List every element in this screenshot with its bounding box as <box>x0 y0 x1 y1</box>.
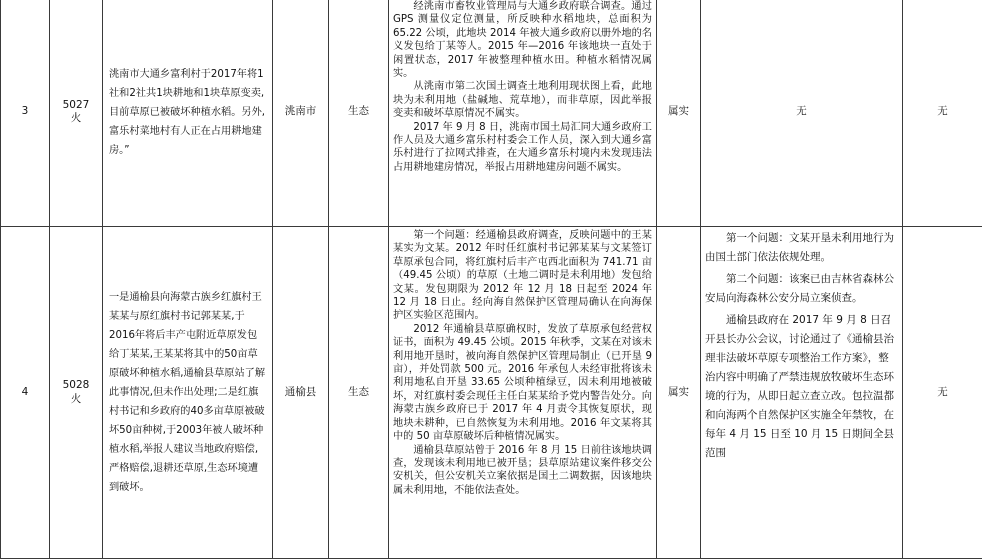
result-cell <box>701 227 903 559</box>
verdict-cell: 属实 <box>657 227 701 559</box>
result-cell: 无 <box>701 0 903 227</box>
accountability-cell: 无 <box>903 0 982 227</box>
investigation-cell <box>389 227 657 559</box>
result-paragraph: 第二个问题：该案已由吉林省森林公安局向海森林公安分局立案侦查。 <box>705 270 898 308</box>
case-id-number: 5027 <box>50 99 102 112</box>
investigation-paragraph: 经洮南市畜牧业管理局与大通乡政府联合调查。通过 GPS 测量仪定位测量，所反映种水稻地块，总面积为 65.22 公顷，此地块 2014 年被大通乡政府以册外地的名义发包给丁某等人。2015 年—2016 年该地块一直处于闲置状态，2017 年被整理种植水田。种植水稻情况属实。 <box>393 0 652 80</box>
investigation-paragraph: 2017 年 9 月 8 日，洮南市国土局汇同大通乡政府工作人员及大通乡富乐村村委会工作人员，深入到大通乡富乐村进行了拉网式排查，在大通乡富乐村境内未发现违法占用耕地建房情况，举报占用耕地建房问题不属实。 <box>393 121 652 175</box>
result-paragraph: 第一个问题：文某开垦未利用地行为由国土部门依法依规处理。 <box>705 229 898 267</box>
seq-cell: 4 <box>1 227 50 559</box>
summary-cell <box>103 0 273 227</box>
investigation-paragraph: 通榆县草原站曾于 2016 年 8 月 15 日前往该地块调查，发现该未利用地已被开垦；县草原站建议案件移交公安机关，但公安机关立案依据是国土二调数据，因该地块属未利用地，不能依法查处。 <box>393 444 652 498</box>
table-row <box>1 227 982 559</box>
case-id-suffix: 火 <box>50 393 102 406</box>
case-id-cell <box>50 227 103 559</box>
result-paragraph: 通榆县政府在 2017 年 9 月 8 日召开县长办公会议，讨论通过了《通榆县治理非法破坏草原专项整治工作方案》，整治内容中明确了严禁违规放牧破坏生态环境的行为，从即日起立查立改。包拉温都和向海两个自然保护区实施全年禁牧，在每年 4 月 15 日至 10 月 15 日期间全县范围 <box>705 311 898 463</box>
summary-text: 洮南市大通乡富利村于2017年将1社和2社共1块耕地和1块草原变卖,目前草原已被破坏种植水稻。另外,富乐村菜地村有人正在占用耕地建房。” <box>103 65 272 160</box>
case-id-suffix: 火 <box>50 112 102 125</box>
region-cell: 洮南市 <box>273 0 329 227</box>
investigation-paragraph: 2012 年通榆县草原确权时，发放了草原承包经营权证书，面积为 49.45 公顷。2015 年秋季，文某在对该未利用地开垦时，被向海自然保护区管理局制止（已开垦 9 亩），并处罚款 500 元。2016 年承包人未经审批将该未利用地私自开垦 33.65 公顷种植绿豆，因未利用地被破坏，对红旗村委会现任主任白某某给予党内警告处分。向海蒙古族乡政府已于 2017 年 4 月责令其恢复原状，现地块未耕种，已自然恢复为未利用地。2016 年文某将其中的 50 亩草原破坏后种植情况属实。 <box>393 323 652 444</box>
type-cell: 生态 <box>329 0 389 227</box>
verdict-cell: 属实 <box>657 0 701 227</box>
table-row <box>1 0 982 227</box>
case-id-number: 5028 <box>50 379 102 392</box>
summary-text: 一是通榆县向海蒙古族乡红旗村王某某与原红旗村书记郭某某,于2016年将后丰产屯附近草原发包给丁某某,王某某将其中的50亩草原破坏种植水稻,通榆县草原站了解此事情况,但未作出处理;二是红旗村书记和乡政府的40多亩草原被破坏50亩种树,于2003年被人破坏种植水稻,举报人建议当地政府赔偿,严格赔偿,退耕还草原,生态环境遭到破坏。 <box>103 288 272 497</box>
case-id-cell <box>50 0 103 227</box>
investigation-cell <box>389 0 657 227</box>
summary-cell <box>103 227 273 559</box>
investigation-paragraph: 第一个问题：经通榆县政府调查，反映问题中的王某某实为文某。2012 年时任红旗村书记郭某某与文某签订草原承包合同，将红旗村后丰产屯西北面积为 741.71 亩（49.45 公顷）的草原（土地二调时是未利用地）发包给文某。发包期限为 2012 年 12 月 18 日起至 2024 年 12 月 18 日止。经向海自然保护区管理局确认在向海保护区实验区范围内。 <box>393 229 652 323</box>
region-cell: 通榆县 <box>273 227 329 559</box>
investigation-paragraph: 从洮南市第二次国土调查土地利用现状图上看，此地块为未利用地（盐碱地、荒草地），而非草原，因此举报变卖和破坏草原情况不属实。 <box>393 80 652 120</box>
type-cell: 生态 <box>329 227 389 559</box>
seq-cell: 3 <box>1 0 50 227</box>
accountability-cell: 无 <box>903 227 982 559</box>
